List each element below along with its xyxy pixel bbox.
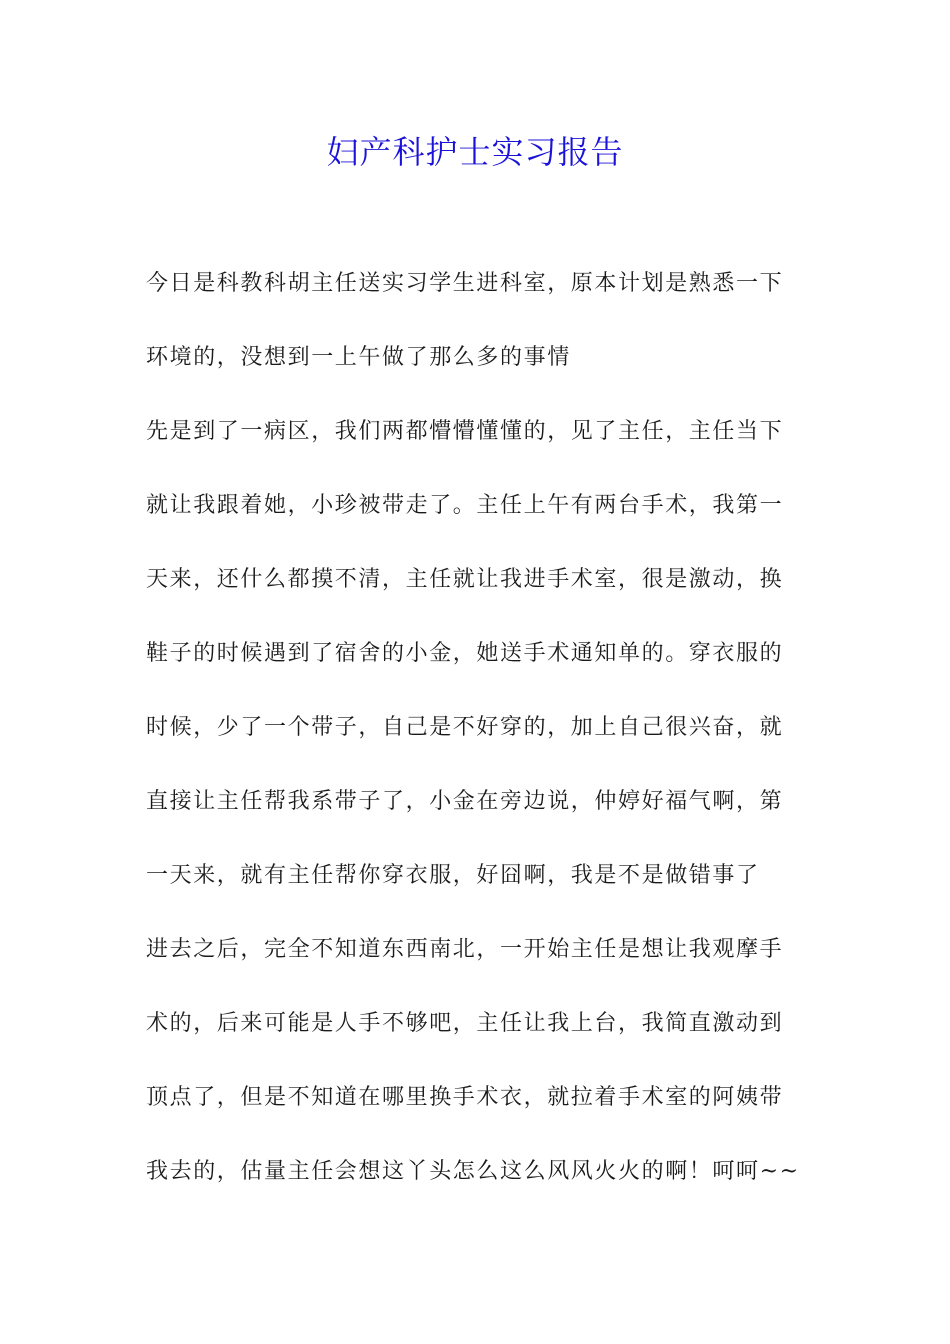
text-line: 就让我跟着她，小珍被带走了。主任上午有两台手术，我第一 xyxy=(146,493,784,518)
text-line: 今日是科教科胡主任送实习学生进科室，原本计划是熟悉一下 xyxy=(146,271,784,296)
text-line: 术的，后来可能是人手不够吧，主任让我上台，我简直激动到 xyxy=(146,1011,784,1036)
text-line: 鞋子的时候遇到了宿舍的小金，她送手术通知单的。穿衣服的 xyxy=(146,641,784,666)
text-line: 环境的，没想到一上午做了那么多的事情 xyxy=(146,345,571,370)
text-line: 我去的，估量主任会想这丫头怎么这么风风火火的啊！呵呵~~ xyxy=(146,1159,800,1184)
report-body xyxy=(146,258,806,1220)
text-line: 顶点了，但是不知道在哪里换手术衣，就拉着手术室的阿姨带 xyxy=(146,1085,784,1110)
text-line: 天来，还什么都摸不清，主任就让我进手术室，很是激动，换 xyxy=(146,567,784,592)
text-line: 进去之后，完全不知道东西南北，一开始主任是想让我观摩手 xyxy=(146,937,784,962)
text-line: 一天来，就有主任帮你穿衣服，好囧啊，我是不是做错事了 xyxy=(146,863,760,888)
text-line: 先是到了一病区，我们两都懵懵懂懂的，见了主任，主任当下 xyxy=(146,419,784,444)
page-title: 妇产科护士实习报告 xyxy=(326,133,624,171)
text-line: 时候，少了一个带子，自己是不好穿的，加上自己很兴奋，就 xyxy=(146,715,784,740)
text-line: 直接让主任帮我系带子了，小金在旁边说，仲婷好福气啊，第 xyxy=(146,789,784,814)
